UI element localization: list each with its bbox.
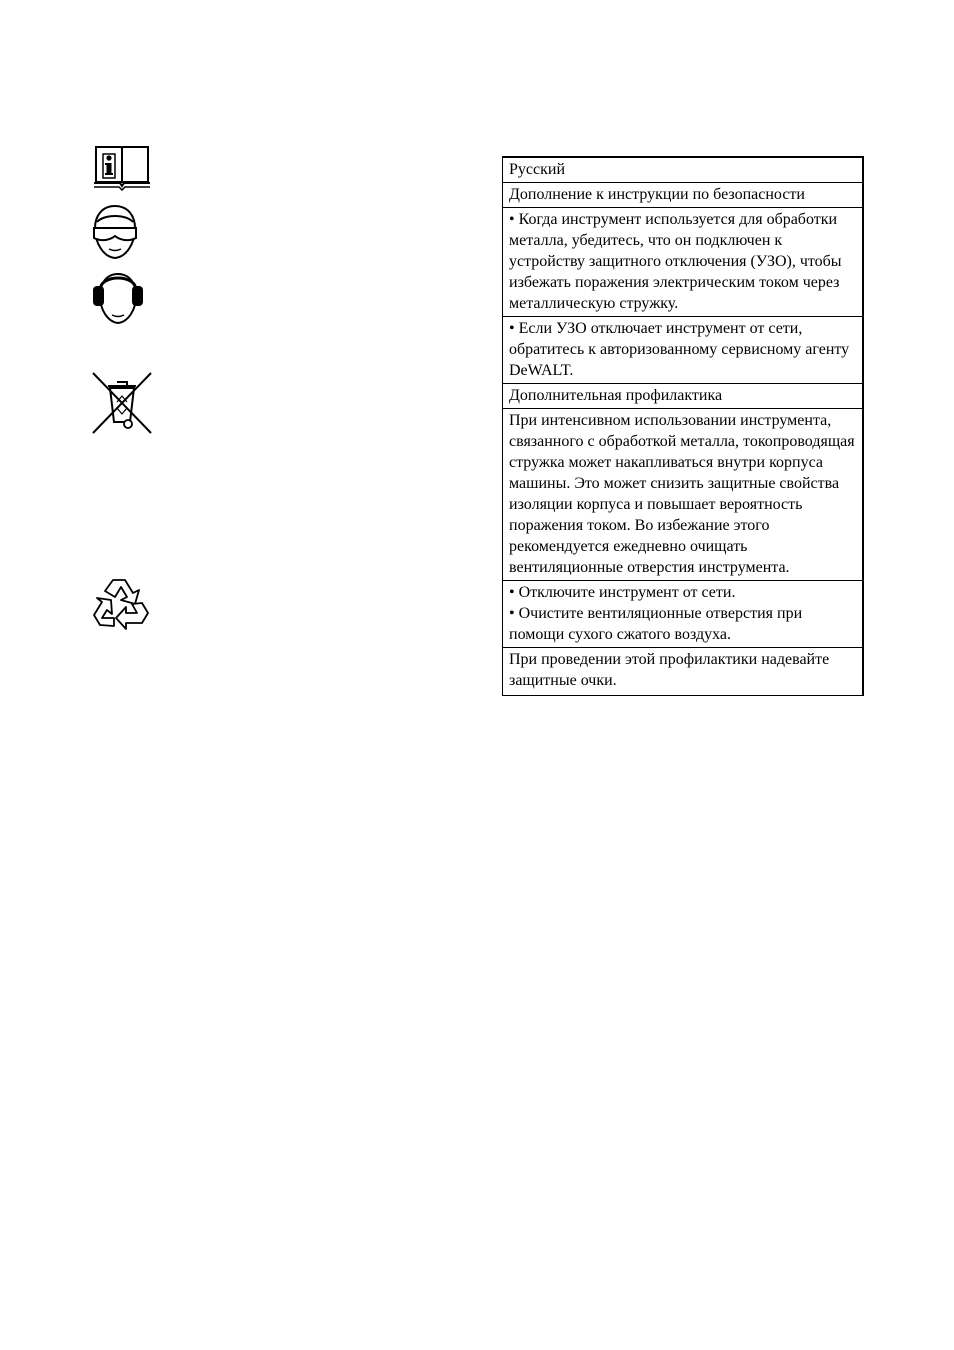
recycle-icon [90, 574, 152, 632]
ear-protection-icon [88, 268, 148, 326]
safety-heading: Дополнение к инструкции по безопасности [503, 183, 862, 208]
maintenance-text: При интенсивном использовании инструмента, связанного с обработкой металла, токопроводящая стружка может накапливаться внутри корпуса машины. Это может снизить защитные свойства изоляции корпуса и повышает вероятность поражения током. Во избежание этого рекомендуется ежедневно очищать вентиляционные отверстия инструмента. [503, 409, 862, 581]
language-label: Русский [503, 158, 862, 183]
goggles-note: При проведении этой профилактики надевайте защитные очки. [509, 651, 830, 689]
rcd-note: • Когда инструмент используется для обработки металла, убедитесь, что он подключен к устройству защитного отключения (УЗО), чтобы избежать поражения электрическим током через металлическую стружку. [503, 208, 862, 317]
step-item: • Отключите инструмент от сети. [509, 584, 736, 601]
step-item: • Очистите вентиляционные отверстия при помощи сухого сжатого воздуха. [509, 605, 803, 643]
rcd-trip-note: • Если УЗО отключает инструмент от сети, обратитесь к авторизованному сервисному агенту DeWALT. [503, 317, 862, 384]
safety-goggles-icon [90, 204, 140, 260]
safety-panel [502, 156, 864, 696]
crossed-bin-icon [90, 370, 154, 436]
manual-info-icon [93, 145, 151, 191]
steps-list [503, 581, 862, 648]
maintenance-heading: Дополнительная профилактика [503, 384, 862, 409]
